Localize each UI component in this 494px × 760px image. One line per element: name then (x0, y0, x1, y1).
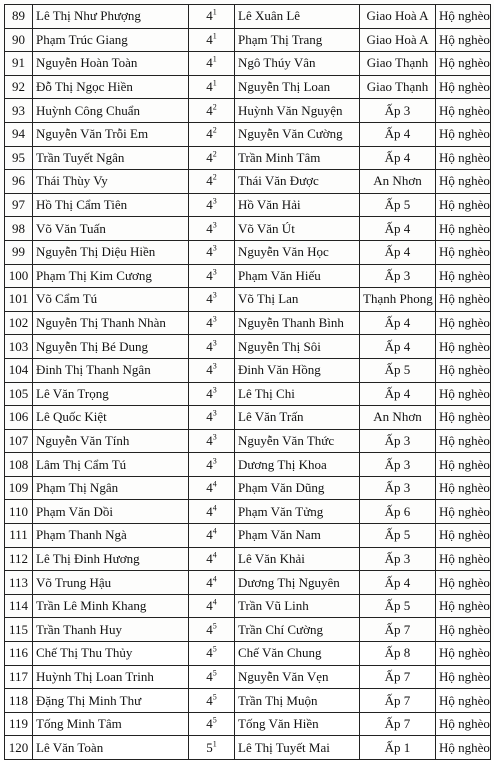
class-section: 3 (212, 338, 217, 348)
parent-name-cell: Nguyễn Thị Sôi (235, 335, 360, 359)
class-section: 2 (212, 173, 217, 183)
parent-name-cell: Nguyễn Văn Vẹn (235, 665, 360, 689)
parent-name-cell: Nguyễn Văn Cường (235, 122, 360, 146)
student-name-cell: Lê Văn Toàn (33, 736, 189, 760)
parent-name-cell: Lê Văn Trấn (235, 406, 360, 430)
class-cell (189, 28, 235, 52)
table-row (5, 594, 491, 618)
household-status-cell: Hộ nghèo (436, 122, 491, 146)
hamlet-cell: Ấp 3 (360, 547, 436, 571)
table-row (5, 264, 491, 288)
row-number-cell: 106 (5, 406, 33, 430)
hamlet-cell: Ấp 5 (360, 594, 436, 618)
student-name-cell: Đỗ Thị Ngọc Hiền (33, 75, 189, 99)
hamlet-cell: Ấp 3 (360, 476, 436, 500)
household-status-cell: Hộ nghèo (436, 335, 491, 359)
class-cell (189, 52, 235, 76)
class-section: 4 (212, 574, 217, 584)
class-grade: 4 (206, 8, 213, 24)
table-row (5, 52, 491, 76)
class-grade: 4 (206, 668, 213, 684)
table-row (5, 311, 491, 335)
row-number-cell: 98 (5, 217, 33, 241)
parent-name-cell: Dương Thị Nguyên (235, 571, 360, 595)
class-cell (189, 358, 235, 382)
table-row (5, 75, 491, 99)
table-row (5, 453, 491, 477)
parent-name-cell: Thái Văn Được (235, 170, 360, 194)
hamlet-cell: An Nhơn (360, 170, 436, 194)
parent-name-cell: Võ Thị Lan (235, 288, 360, 312)
parent-name-cell: Trần Minh Tâm (235, 146, 360, 170)
class-section: 4 (212, 479, 217, 489)
row-number-cell: 94 (5, 122, 33, 146)
class-grade: 4 (206, 31, 213, 47)
parent-name-cell: Trần Vũ Linh (235, 594, 360, 618)
class-cell (189, 547, 235, 571)
hamlet-cell: Giao Hoà A (360, 28, 436, 52)
row-number-cell: 97 (5, 193, 33, 217)
row-number-cell: 103 (5, 335, 33, 359)
class-cell (189, 689, 235, 713)
class-section: 4 (212, 597, 217, 607)
student-name-cell: Lâm Thị Cẩm Tú (33, 453, 189, 477)
row-number-cell: 95 (5, 146, 33, 170)
class-cell (189, 217, 235, 241)
class-grade: 4 (206, 716, 213, 732)
hamlet-cell: Ấp 8 (360, 642, 436, 666)
table-row (5, 193, 491, 217)
table-row (5, 170, 491, 194)
student-name-cell: Lê Thị Như Phượng (33, 5, 189, 29)
hamlet-cell: Thạnh Phong (360, 288, 436, 312)
parent-name-cell: Hồ Văn Hải (235, 193, 360, 217)
table-row (5, 500, 491, 524)
student-name-cell: Phạm Thanh Ngà (33, 524, 189, 548)
class-grade: 4 (206, 409, 213, 425)
student-name-cell: Tống Minh Tâm (33, 712, 189, 736)
table-row (5, 217, 491, 241)
class-cell (189, 288, 235, 312)
row-number-cell: 92 (5, 75, 33, 99)
class-grade: 4 (206, 149, 213, 165)
class-cell (189, 476, 235, 500)
class-grade: 4 (206, 102, 213, 118)
class-section: 3 (212, 432, 217, 442)
class-section: 2 (212, 102, 217, 112)
parent-name-cell: Trần Chí Cường (235, 618, 360, 642)
table-row (5, 240, 491, 264)
class-section: 1 (212, 739, 217, 749)
household-status-cell: Hộ nghèo (436, 382, 491, 406)
class-cell (189, 453, 235, 477)
parent-name-cell: Nguyễn Thị Loan (235, 75, 360, 99)
table-row (5, 406, 491, 430)
row-number-cell: 90 (5, 28, 33, 52)
table-row (5, 642, 491, 666)
student-name-cell: Phạm Văn Dồi (33, 500, 189, 524)
household-status-cell: Hộ nghèo (436, 571, 491, 595)
class-grade: 4 (206, 79, 213, 95)
household-status-cell: Hộ nghèo (436, 665, 491, 689)
class-grade: 4 (206, 480, 213, 496)
household-status-cell: Hộ nghèo (436, 524, 491, 548)
student-name-cell: Nguyễn Văn Tính (33, 429, 189, 453)
table-row (5, 288, 491, 312)
student-name-cell: Nguyễn Thị Bé Dung (33, 335, 189, 359)
student-name-cell: Võ Trung Hậu (33, 571, 189, 595)
student-name-cell: Lê Văn Trọng (33, 382, 189, 406)
class-grade: 4 (206, 338, 213, 354)
class-cell (189, 618, 235, 642)
row-number-cell: 113 (5, 571, 33, 595)
household-status-cell: Hộ nghèo (436, 358, 491, 382)
hamlet-cell: Giao Thạnh (360, 75, 436, 99)
row-number-cell: 115 (5, 618, 33, 642)
class-cell (189, 500, 235, 524)
student-name-cell: Nguyễn Hoàn Toàn (33, 52, 189, 76)
class-grade: 4 (206, 267, 213, 283)
parent-name-cell: Dương Thị Khoa (235, 453, 360, 477)
class-grade: 4 (206, 291, 213, 307)
table-row (5, 28, 491, 52)
row-number-cell: 91 (5, 52, 33, 76)
row-number-cell: 102 (5, 311, 33, 335)
class-cell (189, 665, 235, 689)
class-grade: 4 (206, 621, 213, 637)
parent-name-cell: Nguyễn Văn Thức (235, 429, 360, 453)
table-row (5, 335, 491, 359)
class-cell (189, 311, 235, 335)
table-row (5, 736, 491, 760)
parent-name-cell: Trần Thị Muộn (235, 689, 360, 713)
student-name-cell: Nguyễn Thị Thanh Nhàn (33, 311, 189, 335)
household-status-cell: Hộ nghèo (436, 28, 491, 52)
row-number-cell: 99 (5, 240, 33, 264)
parent-name-cell: Ngô Thúy Vân (235, 52, 360, 76)
parent-name-cell: Lê Xuân Lê (235, 5, 360, 29)
class-cell (189, 429, 235, 453)
class-grade: 4 (206, 173, 213, 189)
class-grade: 4 (206, 126, 213, 142)
parent-name-cell: Tống Văn Hiền (235, 712, 360, 736)
table-row (5, 429, 491, 453)
student-name-cell: Nguyễn Thị Diệu Hiền (33, 240, 189, 264)
household-status-cell: Hộ nghèo (436, 736, 491, 760)
hamlet-cell: Ấp 1 (360, 736, 436, 760)
table-row (5, 476, 491, 500)
table-row (5, 122, 491, 146)
class-grade: 4 (206, 55, 213, 71)
class-cell (189, 170, 235, 194)
student-name-cell: Lê Thị Đinh Hương (33, 547, 189, 571)
household-status-cell: Hộ nghèo (436, 453, 491, 477)
class-cell (189, 712, 235, 736)
household-status-cell: Hộ nghèo (436, 594, 491, 618)
parent-name-cell: Huỳnh Văn Nguyện (235, 99, 360, 123)
row-number-cell: 107 (5, 429, 33, 453)
student-table-body (5, 5, 491, 760)
row-number-cell: 89 (5, 5, 33, 29)
class-section: 1 (212, 55, 217, 65)
student-name-cell: Thái Thùy Vy (33, 170, 189, 194)
parent-name-cell: Phạm Thị Trang (235, 28, 360, 52)
hamlet-cell: Ấp 4 (360, 571, 436, 595)
row-number-cell: 116 (5, 642, 33, 666)
row-number-cell: 120 (5, 736, 33, 760)
class-grade: 4 (206, 315, 213, 331)
row-number-cell: 109 (5, 476, 33, 500)
hamlet-cell: Ấp 5 (360, 524, 436, 548)
table-row (5, 358, 491, 382)
class-section: 5 (212, 692, 217, 702)
hamlet-cell: Ấp 5 (360, 358, 436, 382)
class-section: 3 (212, 220, 217, 230)
hamlet-cell: Ấp 5 (360, 193, 436, 217)
household-status-cell: Hộ nghèo (436, 240, 491, 264)
class-section: 1 (212, 7, 217, 17)
class-section: 2 (212, 125, 217, 135)
class-cell (189, 335, 235, 359)
class-section: 4 (212, 550, 217, 560)
parent-name-cell: Phạm Văn Tửng (235, 500, 360, 524)
class-cell (189, 99, 235, 123)
household-status-cell: Hộ nghèo (436, 406, 491, 430)
parent-name-cell: Đinh Văn Hồng (235, 358, 360, 382)
class-section: 3 (212, 243, 217, 253)
hamlet-cell: Ấp 6 (360, 500, 436, 524)
parent-name-cell: Phạm Văn Hiếu (235, 264, 360, 288)
class-cell (189, 524, 235, 548)
class-cell (189, 75, 235, 99)
class-grade: 4 (206, 527, 213, 543)
student-table (4, 4, 491, 760)
hamlet-cell: Ấp 3 (360, 429, 436, 453)
student-name-cell: Phạm Thị Ngân (33, 476, 189, 500)
table-row (5, 571, 491, 595)
household-status-cell: Hộ nghèo (436, 429, 491, 453)
student-name-cell: Chế Thị Thu Thủy (33, 642, 189, 666)
household-status-cell: Hộ nghèo (436, 193, 491, 217)
class-section: 3 (212, 409, 217, 419)
row-number-cell: 108 (5, 453, 33, 477)
row-number-cell: 111 (5, 524, 33, 548)
class-grade: 4 (206, 432, 213, 448)
hamlet-cell: Ấp 7 (360, 618, 436, 642)
student-name-cell: Trần Tuyết Ngân (33, 146, 189, 170)
hamlet-cell: Ấp 3 (360, 99, 436, 123)
class-section: 1 (212, 31, 217, 41)
row-number-cell: 96 (5, 170, 33, 194)
student-name-cell: Huỳnh Công Chuẩn (33, 99, 189, 123)
class-cell (189, 193, 235, 217)
row-number-cell: 101 (5, 288, 33, 312)
household-status-cell: Hộ nghèo (436, 5, 491, 29)
hamlet-cell: Ấp 4 (360, 146, 436, 170)
class-section: 3 (212, 291, 217, 301)
parent-name-cell: Võ Văn Út (235, 217, 360, 241)
hamlet-cell: Ấp 4 (360, 217, 436, 241)
student-name-cell: Huỳnh Thị Loan Trinh (33, 665, 189, 689)
table-row (5, 524, 491, 548)
class-section: 3 (212, 456, 217, 466)
parent-name-cell: Nguyễn Thanh Bình (235, 311, 360, 335)
hamlet-cell: Giao Hoà A (360, 5, 436, 29)
class-cell (189, 571, 235, 595)
household-status-cell: Hộ nghèo (436, 99, 491, 123)
class-grade: 4 (206, 598, 213, 614)
household-status-cell: Hộ nghèo (436, 288, 491, 312)
student-name-cell: Võ Văn Tuấn (33, 217, 189, 241)
table-row (5, 5, 491, 29)
class-section: 2 (212, 149, 217, 159)
row-number-cell: 118 (5, 689, 33, 713)
household-status-cell: Hộ nghèo (436, 547, 491, 571)
row-number-cell: 112 (5, 547, 33, 571)
hamlet-cell: Ấp 7 (360, 712, 436, 736)
household-status-cell: Hộ nghèo (436, 500, 491, 524)
class-section: 5 (212, 668, 217, 678)
parent-name-cell: Nguyễn Văn Học (235, 240, 360, 264)
student-name-cell: Đinh Thị Thanh Ngân (33, 358, 189, 382)
table-row (5, 382, 491, 406)
row-number-cell: 104 (5, 358, 33, 382)
table-row (5, 665, 491, 689)
household-status-cell: Hộ nghèo (436, 75, 491, 99)
parent-name-cell: Lê Thị Chi (235, 382, 360, 406)
student-name-cell: Võ Cẩm Tú (33, 288, 189, 312)
table-row (5, 547, 491, 571)
class-grade: 5 (206, 739, 213, 755)
class-cell (189, 146, 235, 170)
class-section: 4 (212, 527, 217, 537)
class-grade: 4 (206, 362, 213, 378)
table-row (5, 689, 491, 713)
hamlet-cell: Ấp 4 (360, 335, 436, 359)
row-number-cell: 100 (5, 264, 33, 288)
student-name-cell: Đặng Thị Minh Thư (33, 689, 189, 713)
class-section: 3 (212, 314, 217, 324)
household-status-cell: Hộ nghèo (436, 689, 491, 713)
class-grade: 4 (206, 197, 213, 213)
table-row (5, 146, 491, 170)
class-grade: 4 (206, 645, 213, 661)
class-grade: 4 (206, 244, 213, 260)
student-name-cell: Hồ Thị Cẩm Tiên (33, 193, 189, 217)
household-status-cell: Hộ nghèo (436, 146, 491, 170)
parent-name-cell: Lê Văn Khải (235, 547, 360, 571)
row-number-cell: 119 (5, 712, 33, 736)
class-cell (189, 5, 235, 29)
hamlet-cell: Ấp 4 (360, 311, 436, 335)
household-status-cell: Hộ nghèo (436, 311, 491, 335)
class-cell (189, 240, 235, 264)
student-name-cell: Lê Quốc Kiệt (33, 406, 189, 430)
class-section: 3 (212, 361, 217, 371)
hamlet-cell: An Nhơn (360, 406, 436, 430)
class-cell (189, 122, 235, 146)
student-name-cell: Trần Thanh Huy (33, 618, 189, 642)
class-grade: 4 (206, 574, 213, 590)
household-status-cell: Hộ nghèo (436, 618, 491, 642)
class-grade: 4 (206, 503, 213, 519)
class-section: 3 (212, 196, 217, 206)
parent-name-cell: Lê Thị Tuyết Mai (235, 736, 360, 760)
table-row (5, 99, 491, 123)
class-section: 3 (212, 267, 217, 277)
student-name-cell: Phạm Trúc Giang (33, 28, 189, 52)
parent-name-cell: Chế Văn Chung (235, 642, 360, 666)
row-number-cell: 117 (5, 665, 33, 689)
hamlet-cell: Ấp 4 (360, 122, 436, 146)
class-section: 5 (212, 621, 217, 631)
row-number-cell: 93 (5, 99, 33, 123)
hamlet-cell: Ấp 4 (360, 382, 436, 406)
hamlet-cell: Ấp 7 (360, 665, 436, 689)
hamlet-cell: Ấp 7 (360, 689, 436, 713)
parent-name-cell: Phạm Văn Dũng (235, 476, 360, 500)
class-section: 4 (212, 503, 217, 513)
class-cell (189, 382, 235, 406)
class-cell (189, 736, 235, 760)
student-name-cell: Nguyễn Văn Trỗi Em (33, 122, 189, 146)
hamlet-cell: Ấp 4 (360, 240, 436, 264)
class-section: 5 (212, 645, 217, 654)
hamlet-cell: Ấp 3 (360, 453, 436, 477)
hamlet-cell: Ấp 3 (360, 264, 436, 288)
class-section: 3 (212, 385, 217, 395)
class-cell (189, 264, 235, 288)
class-cell (189, 642, 235, 666)
class-cell (189, 594, 235, 618)
class-grade: 4 (206, 456, 213, 472)
class-grade: 4 (206, 692, 213, 708)
student-name-cell: Trần Lê Minh Khang (33, 594, 189, 618)
household-status-cell: Hộ nghèo (436, 217, 491, 241)
class-grade: 4 (206, 385, 213, 401)
household-status-cell: Hộ nghèo (436, 264, 491, 288)
row-number-cell: 110 (5, 500, 33, 524)
household-status-cell: Hộ nghèo (436, 476, 491, 500)
parent-name-cell: Phạm Văn Nam (235, 524, 360, 548)
hamlet-cell: Giao Thạnh (360, 52, 436, 76)
class-section: 5 (212, 715, 217, 725)
class-cell (189, 406, 235, 430)
row-number-cell: 105 (5, 382, 33, 406)
household-status-cell: Hộ nghèo (436, 170, 491, 194)
household-status-cell: Hộ nghèo (436, 642, 491, 666)
household-status-cell: Hộ nghèo (436, 52, 491, 76)
table-row (5, 712, 491, 736)
table-row (5, 618, 491, 642)
class-grade: 4 (206, 550, 213, 566)
household-status-cell: Hộ nghèo (436, 712, 491, 736)
class-section: 1 (212, 78, 217, 88)
class-grade: 4 (206, 220, 213, 236)
student-name-cell: Phạm Thị Kim Cương (33, 264, 189, 288)
row-number-cell: 114 (5, 594, 33, 618)
